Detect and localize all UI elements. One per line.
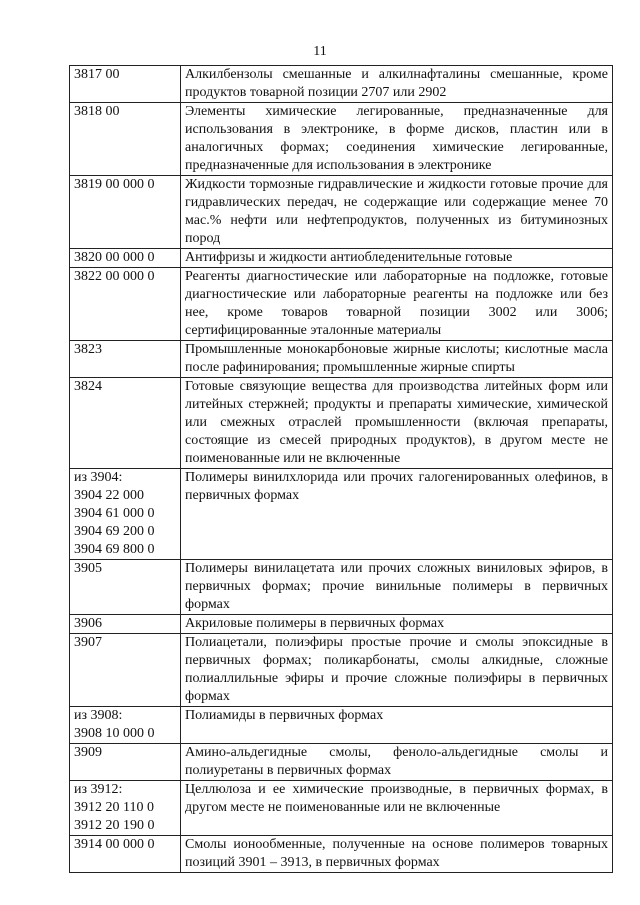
description-cell: Реагенты диагностические или лабораторные на подложке, готовые диагностические или лабораторные реагенты на подложке или без нее, кроме товаров товарной позиции 3002 или 3006; сертифицированные эталонные материалы: [181, 268, 613, 341]
commodity-code: 3824: [74, 379, 102, 394]
table-body: [70, 66, 613, 873]
code-cell: [70, 176, 181, 249]
commodity-code: 3907: [74, 635, 102, 650]
commodity-code: из 3904:: [74, 470, 123, 485]
table-row: [70, 707, 613, 744]
commodity-code: 3912 20 110 0: [74, 800, 154, 815]
table-row: [70, 469, 613, 560]
code-cell: [70, 707, 181, 744]
commodity-code: 3819 00 000 0: [74, 177, 155, 192]
table-row: [70, 836, 613, 873]
description-cell: Элементы химические легированные, предназначенные для использования в электронике, в форме дисков, пластин или в аналогичных формах; соединения химические легированные, предназначенные для использования в электронике: [181, 103, 613, 176]
description-cell: Промышленные монокарбоновые жирные кислоты; кислотные масла после рафинирования; промышленные жирные спирты: [181, 341, 613, 378]
code-cell: [70, 378, 181, 469]
description-cell: Готовые связующие вещества для производства литейных форм или литейных стержней; продукты и препараты химические, химической или смежных отраслей промышленности (включая препараты, состоящие из смесей природных продуктов), в другом месте не поименованные или не включенные: [181, 378, 613, 469]
table-row: [70, 249, 613, 268]
code-cell: [70, 103, 181, 176]
code-cell: [70, 341, 181, 378]
table-row: [70, 615, 613, 634]
table-row: [70, 66, 613, 103]
commodity-code: 3822 00 000 0: [74, 269, 155, 284]
table-row: [70, 744, 613, 781]
commodity-code: 3823: [74, 342, 102, 357]
commodity-code: 3904 22 000: [74, 488, 144, 503]
code-cell: [70, 836, 181, 873]
description-cell: Жидкости тормозные гидравлические и жидкости готовые прочие для гидравлических передач, не содержащие или содержащие менее 70 мас.% нефти или нефтепродуктов, полученных из битуминозных пород: [181, 176, 613, 249]
commodity-code: 3909: [74, 745, 102, 760]
commodity-code: 3908 10 000 0: [74, 726, 155, 741]
description-cell: Смолы ионообменные, полученные на основе полимеров товарных позиций 3901 – 3913, в первичных формах: [181, 836, 613, 873]
code-cell: [70, 268, 181, 341]
description-cell: Полиацетали, полиэфиры простые прочие и смолы эпоксидные в первичных формах; поликарбонаты, смолы алкидные, сложные полиаллильные эфиры и прочие сложные полиэфиры в первичных формах: [181, 634, 613, 707]
commodity-code: из 3912:: [74, 782, 123, 797]
table-row: [70, 268, 613, 341]
table-row: [70, 560, 613, 615]
commodity-code: 3820 00 000 0: [74, 250, 155, 265]
table-row: [70, 378, 613, 469]
description-cell: Полимеры винилацетата или прочих сложных виниловых эфиров, в первичных формах; прочие винильные полимеры в первичных формах: [181, 560, 613, 615]
table-row: [70, 341, 613, 378]
commodity-code: 3905: [74, 561, 102, 576]
code-cell: [70, 781, 181, 836]
page-number: 11: [313, 44, 327, 59]
code-cell: [70, 469, 181, 560]
code-cell: [70, 615, 181, 634]
code-cell: [70, 634, 181, 707]
code-cell: [70, 744, 181, 781]
commodity-code: 3904 69 200 0: [74, 524, 155, 539]
table-row: [70, 781, 613, 836]
tariff-codes-table: [69, 65, 613, 873]
code-cell: [70, 249, 181, 268]
commodity-code: 3904 69 800 0: [74, 542, 155, 557]
commodity-code: 3817 00: [74, 67, 120, 82]
commodity-code: 3914 00 000 0: [74, 837, 155, 852]
description-cell: Амино-альдегидные смолы, феноло-альдегидные смолы и полиуретаны в первичных формах: [181, 744, 613, 781]
code-cell: [70, 66, 181, 103]
commodity-code: из 3908:: [74, 708, 123, 723]
commodity-code: 3912 20 190 0: [74, 818, 155, 833]
code-cell: [70, 560, 181, 615]
description-cell: Целлюлоза и ее химические производные, в первичных формах, в другом месте не поименованные или не включенные: [181, 781, 613, 836]
description-cell: Акриловые полимеры в первичных формах: [181, 615, 613, 634]
description-cell: Полиамиды в первичных формах: [181, 707, 613, 744]
table-row: [70, 634, 613, 707]
table-row: [70, 176, 613, 249]
table-row: [70, 103, 613, 176]
commodity-code: 3818 00: [74, 104, 120, 119]
commodity-code: 3904 61 000 0: [74, 506, 155, 521]
description-cell: Антифризы и жидкости антиобледенительные готовые: [181, 249, 613, 268]
description-cell: Алкилбензолы смешанные и алкилнафталины смешанные, кроме продуктов товарной позиции 2707 или 2902: [181, 66, 613, 103]
description-cell: Полимеры винилхлорида или прочих галогенированных олефинов, в первичных формах: [181, 469, 613, 560]
commodity-code: 3906: [74, 616, 102, 631]
